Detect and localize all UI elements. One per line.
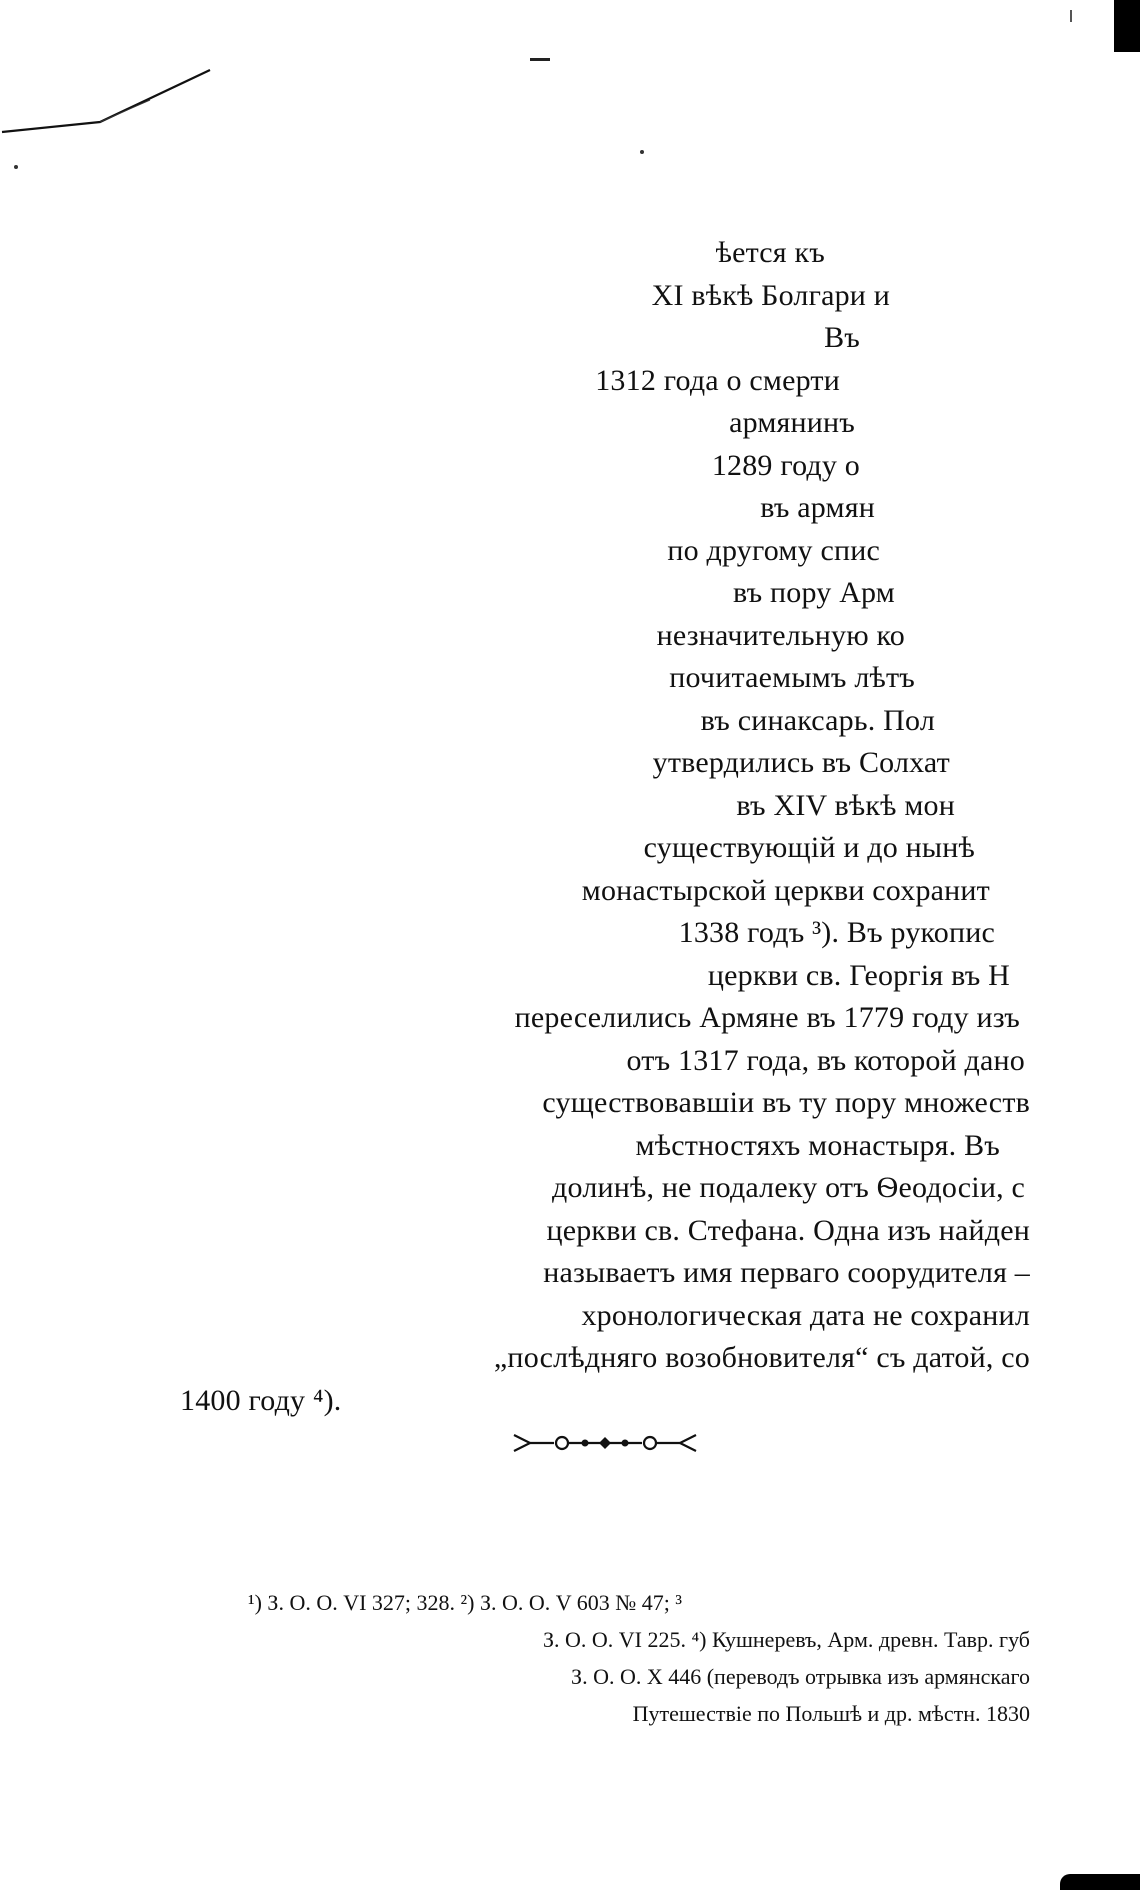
text-line: долинѣ, не подалеку отъ Ѳеодосіи, с (552, 1171, 1025, 1204)
ornament-divider (510, 1428, 700, 1458)
text-line: монастырской церкви сохранит (581, 873, 990, 907)
text-line: отъ 1317 года, въ которой дано (626, 1043, 1025, 1077)
text-line: по другому спис (667, 533, 880, 567)
text-line: 1338 годъ ³). Въ рукопис (678, 916, 995, 949)
scan-speck (14, 165, 18, 169)
scan-dash-mark (530, 58, 550, 61)
text-line: утвердились въ Солхат (652, 746, 950, 779)
text-line: мѣстностяхъ монастыря. Въ (635, 1128, 1000, 1162)
text-line: незначительную ко (656, 618, 905, 652)
text-line: въ XIV вѣкѣ мон (736, 788, 955, 822)
text-line: ѣется къ (715, 236, 825, 269)
footnotes-block (240, 1584, 1030, 1732)
scan-speck (640, 150, 644, 154)
footnote-line: Путешествіе по Польшѣ и др. мѣстн. 1830 (632, 1701, 1030, 1726)
text-line: 1312 года о смерти (595, 363, 840, 397)
footnote-line: З. О. О. VI 225. ⁴) Кушнеревъ, Арм. древн. Тавр. губ (542, 1627, 1030, 1652)
text-line: въ армян (760, 491, 875, 524)
text-line: Въ (824, 321, 860, 354)
scan-stray-line (0, 60, 220, 150)
text-line: переселились Армяне въ 1779 году изъ (514, 1001, 1020, 1034)
text-line: существующій и до нынѣ (643, 831, 975, 864)
scan-tick-mark (1070, 10, 1072, 22)
scan-edge-mark-top (1114, 0, 1140, 52)
footnote-line: ¹) З. О. О. VI 327; 328. ²) З. О. О. V 603 № 47; ³ (248, 1590, 682, 1615)
text-line: называетъ имя перваго соорудителя – (543, 1256, 1030, 1289)
footnote-line: З. О. О. X 446 (переводъ отрывка изъ армянскаго (571, 1664, 1030, 1689)
text-line: армянинъ (729, 406, 855, 439)
text-line: 1289 году о (711, 448, 860, 482)
text-line: „послѣдняго возобновителя“ съ датой, со (493, 1341, 1030, 1374)
scan-edge-mark-bottom (1060, 1874, 1140, 1890)
text-line: церкви св. Георгія въ Н (707, 958, 1010, 992)
text-line: XI вѣкѣ Болгари и (651, 278, 890, 312)
text-line: церкви св. Стефана. Одна изъ найден (546, 1213, 1030, 1247)
text-line: хронологическая дата не сохранил (581, 1298, 1030, 1332)
text-line: почитаемымъ лѣтъ (669, 661, 915, 694)
text-line: 1400 году ⁴). (180, 1383, 342, 1417)
text-line: существовавшіи въ ту пору множеств (542, 1086, 1030, 1119)
text-line: въ пору Арм (733, 576, 895, 609)
text-line: въ синаксарь. Пол (700, 703, 935, 737)
main-text-block (160, 232, 1030, 1422)
